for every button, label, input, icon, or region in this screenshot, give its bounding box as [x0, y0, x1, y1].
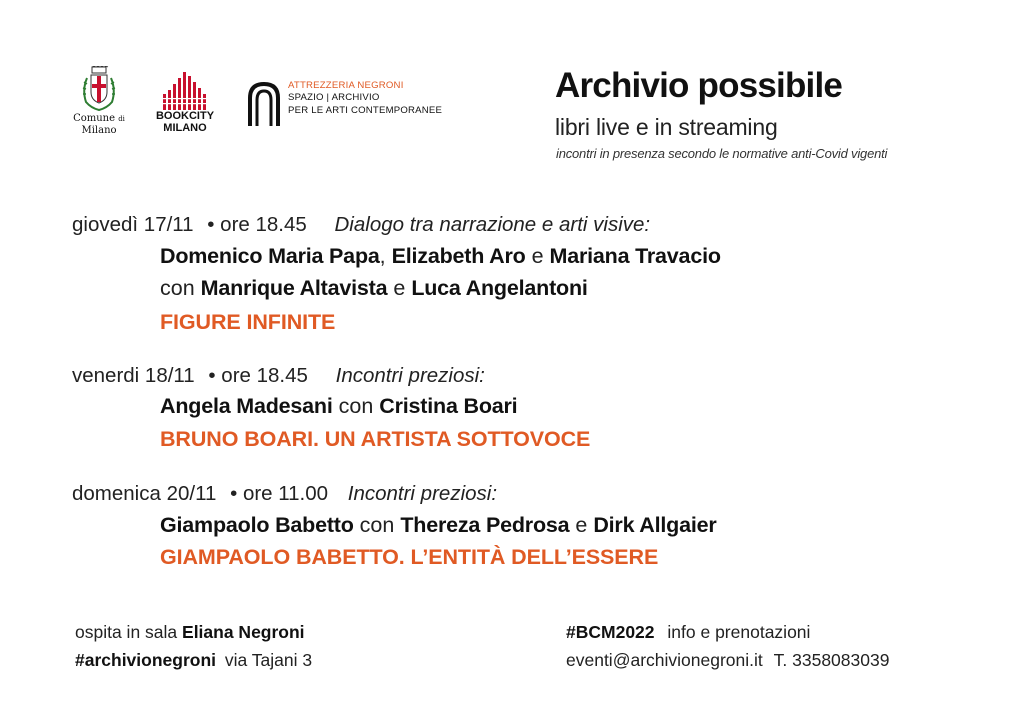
comune-label: Comune: [73, 113, 116, 124]
milano-crest-icon: [79, 66, 119, 112]
event-1-speakers: [160, 244, 721, 269]
event-3-book-title: GIAMPAOLO BABETTO. L’ENTITÀ DELL’ESSERE: [160, 545, 659, 569]
speaker-name: Manrique Altavista: [200, 276, 388, 300]
event-2-speakers: [160, 394, 517, 419]
separator: e: [525, 244, 550, 268]
event-3-speakers: [160, 513, 717, 538]
covid-note: incontri in presenza secondo le normative anti-Covid vigenti: [556, 146, 888, 161]
separator: con: [160, 276, 201, 300]
separator: e: [569, 513, 594, 537]
event-1-header: [72, 213, 650, 237]
speaker-name: Dirk Allgaier: [593, 513, 717, 537]
event-date: domenica 20/11: [72, 482, 217, 505]
venue-hashtag: #archivionegroni: [75, 650, 217, 670]
speaker-name: Angela Madesani: [160, 394, 333, 418]
negroni-n-icon: [246, 80, 282, 128]
booking-label: info e prenotazioni: [667, 622, 811, 642]
booking-line: [566, 622, 810, 643]
speaker-name: Thereza Pedrosa: [400, 513, 570, 537]
event-hashtag: #BCM2022: [566, 622, 655, 642]
contact-phone[interactable]: T. 3358083039: [773, 650, 890, 670]
bookcity-milano-logo: [148, 70, 222, 134]
separator: ,: [379, 244, 386, 268]
contact-email[interactable]: eventi@archivionegroni.it: [566, 650, 763, 670]
event-1-guests: [160, 276, 588, 301]
event-2-header: [72, 364, 485, 388]
bookcity-skyline-icon: [161, 70, 209, 110]
event-time: • ore 18.45: [207, 213, 307, 236]
event-topic: Dialogo tra narrazione e arti visive:: [334, 213, 651, 236]
speaker-name: Elizabeth Aro: [391, 244, 526, 268]
comune-di-label: di: [118, 115, 125, 123]
contact-line: [566, 650, 889, 671]
speaker-name: Mariana Travacio: [549, 244, 721, 268]
negroni-name-label: ATTREZZERIA NEGRONI: [288, 80, 404, 91]
event-time: • ore 18.45: [208, 364, 308, 387]
event-topic: Incontri preziosi:: [347, 482, 498, 505]
separator: e: [387, 276, 412, 300]
event-date: venerdi 18/11: [72, 364, 195, 387]
speaker-name: Luca Angelantoni: [411, 276, 588, 300]
bookcity-label: BOOKCITY: [155, 110, 215, 122]
host-label: ospita in sala: [75, 622, 183, 642]
event-topic: Incontri preziosi:: [335, 364, 485, 387]
speaker-name: Domenico Maria Papa: [160, 244, 380, 268]
speaker-name: Giampaolo Babetto: [160, 513, 354, 537]
negroni-arti-label: PER LE ARTI CONTEMPORANEE: [288, 104, 443, 116]
host-name: Eliana Negroni: [182, 622, 305, 642]
attrezzeria-negroni-logo: [246, 80, 443, 130]
venue-address: via Tajani 3: [224, 650, 313, 670]
separator: con: [353, 513, 401, 537]
page-title: Archivio possibile: [555, 66, 843, 105]
host-line: [75, 622, 305, 643]
event-2-book-title: BRUNO BOARI. UN ARTISTA SOTTOVOCE: [160, 427, 591, 451]
separator: con: [332, 394, 380, 418]
venue-line: [75, 650, 312, 671]
milano-label: Milano: [81, 125, 117, 136]
event-time: • ore 11.00: [230, 482, 329, 505]
page-subtitle: libri live e in streaming: [555, 114, 778, 140]
speaker-name: Cristina Boari: [379, 394, 518, 418]
event-1-book-title: FIGURE INFINITE: [160, 310, 336, 334]
bookcity-milano-label: MILANO: [163, 122, 207, 134]
comune-di-milano-logo: [72, 66, 126, 136]
event-date: giovedì 17/11: [72, 213, 194, 236]
event-3-header: [72, 482, 497, 506]
negroni-spazio-label: SPAZIO | ARCHIVIO: [288, 92, 380, 104]
